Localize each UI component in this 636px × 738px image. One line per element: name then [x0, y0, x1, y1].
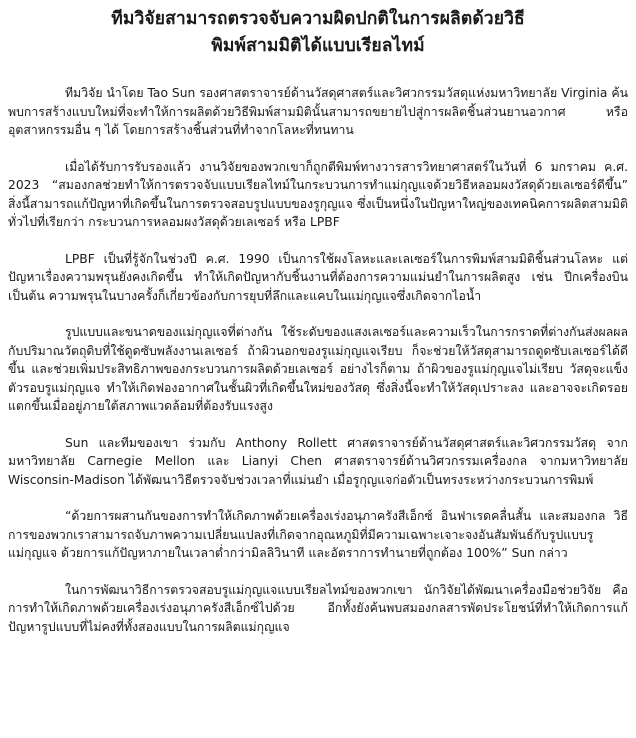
article-paragraph-7: ในการพัฒนาวิธีการตรวจสอบรูแม่กุญแจแบบเรียลไทม์ของพวกเขา นักวิจัยได้พัฒนาเครื่องมือช่วยวิจัย คือ การทำให้เกิดภาพด้วยเครื่องเร่งอนุภาครังสีเอ็กซ์ไปด้วย อีกทั้งยังค้นพบสมองกลสารพัดประโยชน์ที่ทำให้เกิดการแก้ปัญหารูปแบบที่ไม่คงที่ทั้งสองแบบในการผลิตแม่กุญแจ [8, 582, 628, 634]
article-paragraph-6: “ด้วยการผสานกันของการทำให้เกิดภาพด้วยเครื่องเร่งอนุภาครังสีเอ็กซ์ อินฟาเรดคลื่นสั้น และสมองกล วิธีการของพวกเราสามารถจับภาพความเปลี่ยนแปลงที่เกิดจากอุณหภูมิที่มีความเฉพาะเจาะจงอันสัมพันธ์กับรูปแบบรูแม่กุญแจ ด้วยการแก้ปัญหาภายในเวลาต่ำกว่ามิลลิวินาที และอัตราการทำนายที่ถูกต้อง 100%” Sun กล่าว [8, 509, 628, 560]
article-title-line-1: ทีมวิจัยสามารถตรวจจับความผิดปกติในการผลิตด้วยวิธี [111, 9, 525, 29]
article-title [8, 6, 628, 60]
article-title-line-2: พิมพ์สามมิติได้แบบเรียลไทม์ [211, 36, 425, 56]
article-paragraph-1: ทีมวิจัย นำโดย Tao Sun รองศาสตราจารย์ด้านวัสดุศาสตร์และวิศวกรรมวัสดุแห่งมหาวิทยาลัย Virginia ค้นพบการสร้างแบบใหม่ที่จะทำให้การผลิตด้วยวิธีพิมพ์สามมิตินั้นสามารถขยายไปสู่การผลิตชิ้นส่วนยานอวกาศ หรืออุตสาหกรรมอื่น ๆ ได้ โดยการสร้างชิ้นส่วนที่ทำจากโลหะที่ทนทาน [8, 86, 628, 137]
article-paragraph-3: LPBF เป็นที่รู้จักในช่วงปี ค.ศ. 1990 เป็นการใช้ผงโลหะและเลเซอร์ในการพิมพ์สามมิติชิ้นส่วนโลหะ แต่ปัญหาเรื่องความพรุนยังคงเกิดขึ้น ทำให้เกิดปัญหากับชิ้นงานที่ต้องการความแม่นยำในการผลิตสูง เช่น ปีกเครื่องบิน เป็นต้น ความพรุนในบางครั้งก็เกี่ยวข้องกับการยุบที่ลึกและแคบในแม่กุญแจซึ่งเกิดจากไอน้ำ [8, 251, 628, 303]
article-paragraph-5: Sun และทีมของเขา ร่วมกับ Anthony Rollett ศาสตราจารย์ด้านวัสดุศาสตร์และวิศวกรรมวัสดุ จากมหาวิทยาลัย Carnegie Mellon และ Lianyi Chen ศาสตราจารย์ด้านวิศวกรรมเครื่องกล จากมหาวิทยาลัย Wisconsin-Madison ได้พัฒนาวิธีตรวจจับช่วงเวลาที่แม่นยำ เมื่อรูกุญแจก่อตัวเป็นทรงระหว่างกระบวนการพิมพ์ [8, 435, 628, 487]
article-paragraph-2: เมื่อได้รับการรับรองแล้ว งานวิจัยของพวกเขาก็ถูกตีพิมพ์ทางวารสารวิทยาศาสตร์ในวันที่ 6 มกราคม ค.ศ. 2023 “สมองกลช่วยทำให้การตรวจจับแบบเรียลไทม์ในกระบวนการทำแม่กุญแจด้วยวิธีหลอมผงวัสดุด้วยเลเซอร์ดีขึ้น” สิ่งนี้สามารถแก้ปัญหาที่เกิดขึ้นในการตรวจสอบรูปแบบของรูกุญแจ ซึ่งเป็นหนึ่งในปัญหาใหญ่ของเทคนิคการผลิตสามมิติทั่วไปที่เรียกว่า กระบวนการหลอมผงวัสดุด้วยเลเซอร์ หรือ LPBF [8, 159, 628, 229]
article-paragraph-4: รูปแบบและขนาดของแม่กุญแจที่ต่างกัน ใช้ระดับของแสงเลเซอร์และความเร็วในการกราดที่ต่างกันส่งผลผลกับปริมาณวัตถุดิบที่ใช้ดูดซับพลังงานเลเซอร์ ถ้าผิวนอกของรูแม่กุญแจเรียบ ก็จะช่วยให้วัสดุสามารถดูดซับเลเซอร์ได้ดีขึ้น และช่วยเพิ่มประสิทธิภาพของกระบวนการผลิตด้วยเลเซอร์ อย่างไรก็ตาม ถ้าผิวของรูแม่กุญแจไม่เรียบ วัสดุจะแข็งตัวรอบรูแม่กุญแจ ทำให้เกิดฟองอากาศในชั้นผิวที่เกิดขึ้นใหม่ของวัสดุ ซึ่งสิ่งนี้จะทำให้วัสดุเปราะลง และอาจจะเกิดรอยแตกขึ้นเมื่ออยู่ภายใต้สภาพแวดล้อมที่ต้องรับแรงสูง [8, 325, 628, 413]
